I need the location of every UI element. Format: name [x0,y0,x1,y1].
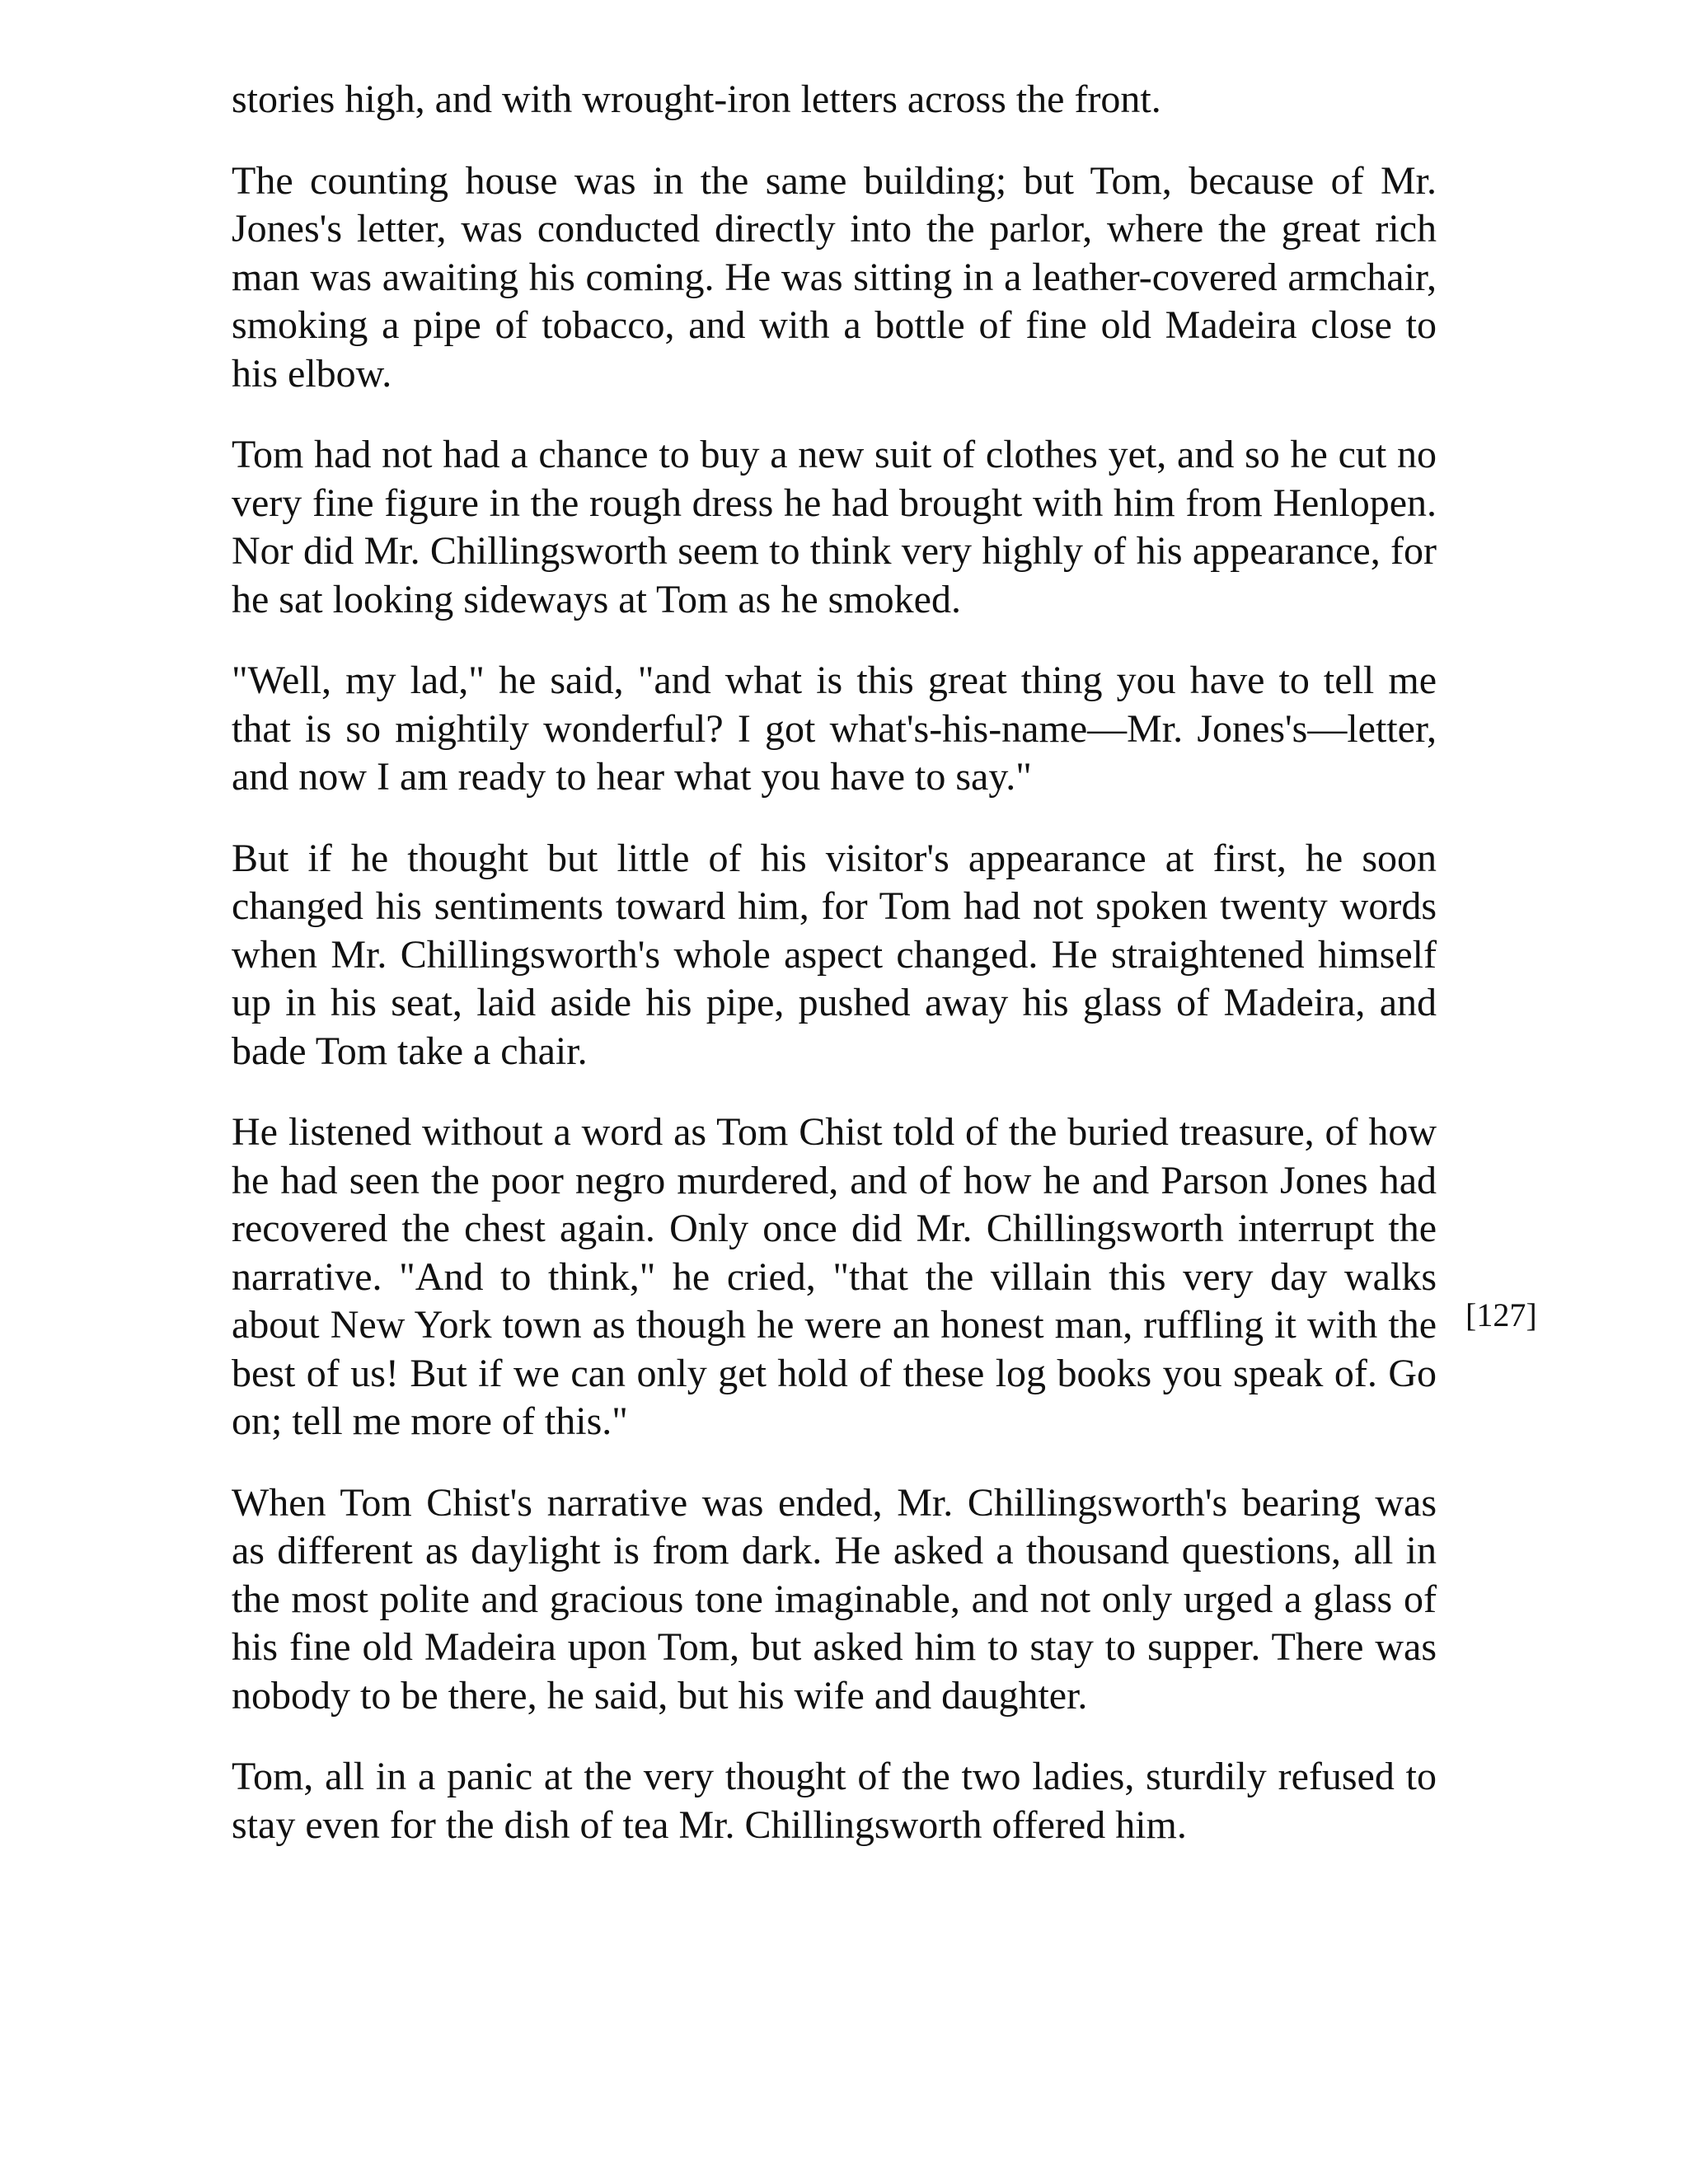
paragraph-6: He listened without a word as Tom Chist told of the buried treasure, of how he had seen the poor negro murdered, and of how he and Parson Jones had recovered the chest again. Only once did Mr. Chillingsworth interrupt the narrative. "And to think," he cried, "that the villain this very day walks about New York town as though he were an honest man, ruffling it with the best of us! But if we can only get hold of these log books you speak of. Go on; tell me more of this." [232,1110,1437,1443]
page-number: [127] [1465,1296,1537,1333]
paragraph-5: But if he thought but little of his visitor's appearance at first, he soon changed his sentiments toward him, for Tom had not spoken twenty words when Mr. Chillingsworth's whole aspect changed. He straightened himself up in his seat, laid aside his pipe, pushed away his glass of Madeira, and bade Tom take a chair. [232,836,1437,1073]
paragraph-4: "Well, my lad," he said, "and what is this great thing you have to tell me that is so mightily wonderful? I got what's-his-name—Mr. Jones's—letter, and now I am ready to hear what you have to say." [232,658,1437,799]
paragraph-3: Tom had not had a chance to buy a new suit of clothes yet, and so he cut no very fine figure in the rough dress he had brought with him from Henlopen. Nor did Mr. Chillingsworth seem to think very highly of his appearance, for he sat looking sideways at Tom as he smoked. [232,433,1437,621]
book-page-text [232,76,1437,1882]
paragraph-2: The counting house was in the same building; but Tom, because of Mr. Jones's letter, was conducted directly into the parlor, where the great rich man was awaiting his coming. He was sitting in a leather-covered armchair, smoking a pipe of tobacco, and with a bottle of fine old Madeira close to his elbow. [232,158,1437,396]
paragraph-7: When Tom Chist's narrative was ended, Mr. Chillingsworth's bearing was as different as daylight is from dark. He asked a thousand questions, all in the most polite and gracious tone imaginable, and not only urged a glass of his fine old Madeira upon Tom, but asked him to stay to supper. There was nobody to be there, he said, but his wife and daughter. [232,1480,1437,1718]
paragraph-1: stories high, and with wrought-iron letters across the front. [232,77,1161,121]
paragraph-8: Tom, all in a panic at the very thought of the two ladies, sturdily refused to stay even for the dish of tea Mr. Chillingsworth offered him. [232,1755,1437,1847]
